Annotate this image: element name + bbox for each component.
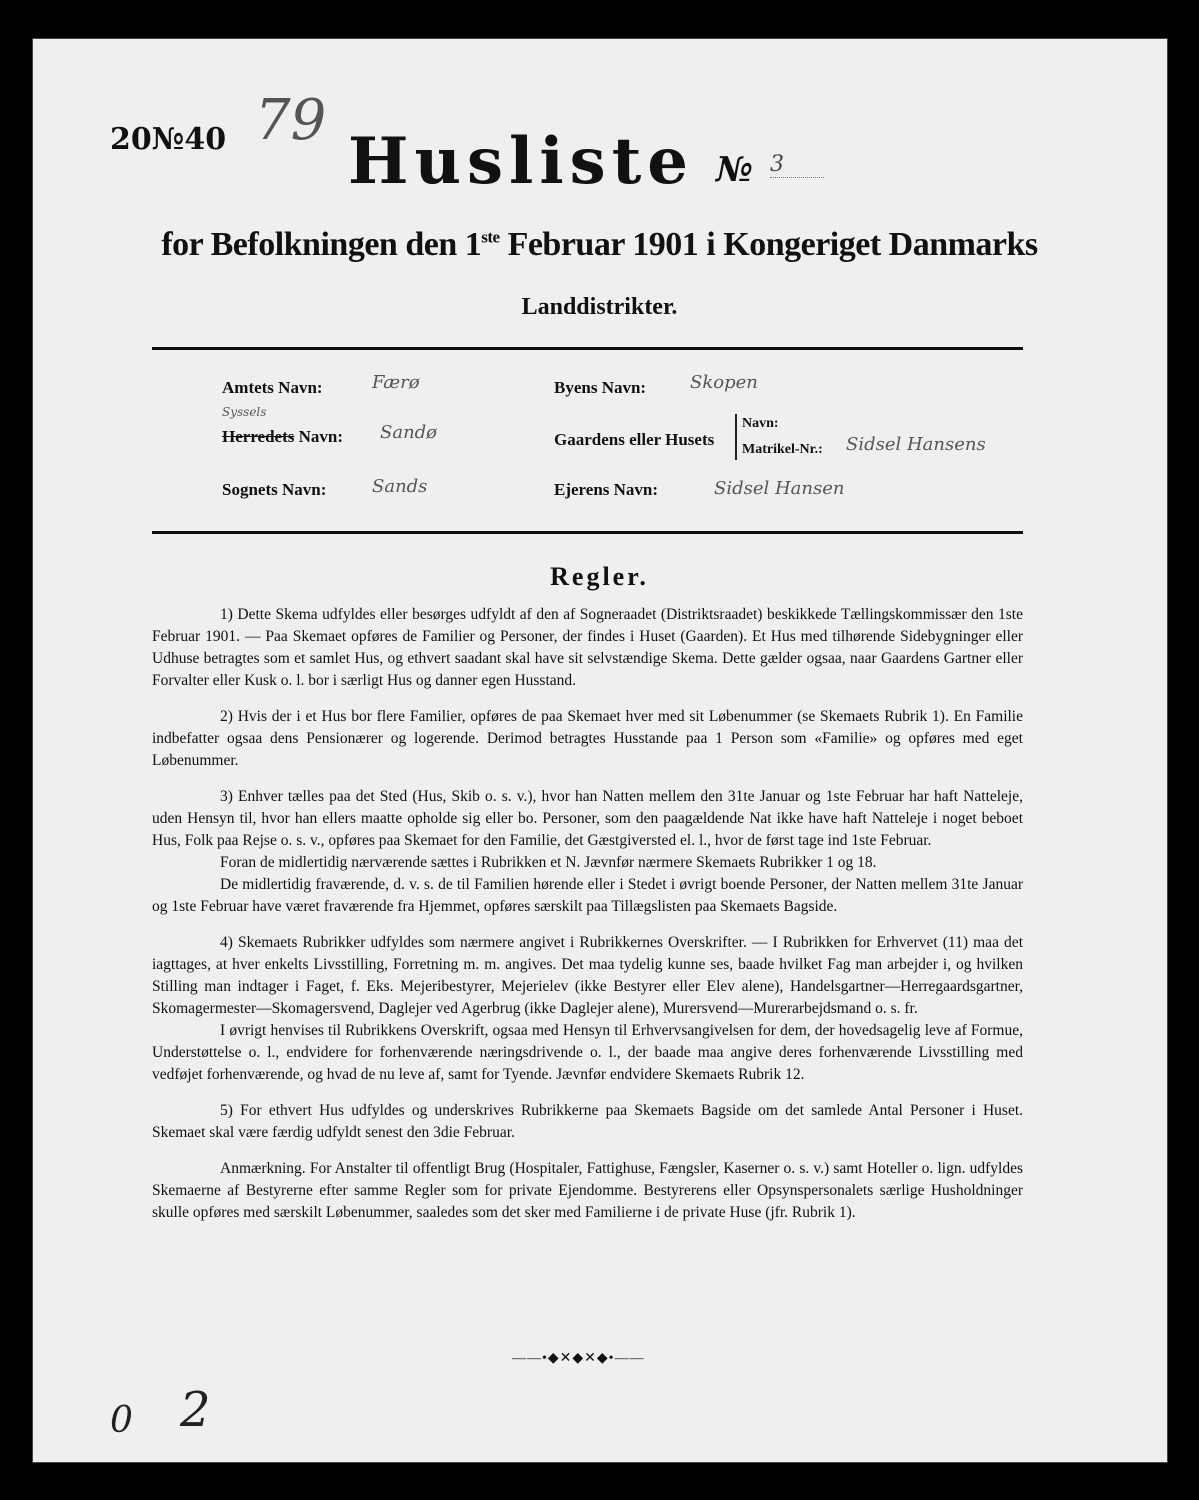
matrikel-value: Sidsel Hansens: [846, 434, 986, 455]
footer-mark-right: 2: [180, 1382, 211, 1438]
ejer-value: Sidsel Hansen: [714, 478, 845, 499]
ejer-label: Ejerens Navn:: [554, 480, 659, 499]
navn-label: Navn:: [742, 416, 779, 431]
rules-body: [152, 604, 1023, 1238]
divider-bottom: [152, 531, 1023, 534]
sogn-value: Sands: [372, 476, 428, 497]
footer-mark-left: 0: [110, 1400, 133, 1441]
rule-3: 3) Enhver tælles paa det Sted (Hus, Skib o. s. v.), hvor han Natten mellem den 31te Januar og 1ste Februar har haft Natteleje, uden Hensyn til, hvor han ellers maatte opholde sig eller bo. Personer, som den paagældende Nat ikke have haft Natteleje i noget beboet Hus, Folk paa Rejse o. s. v., opføres paa Skemaet for den Familie, det Gæstgiversted el. l., hvor de først tage ind 1ste Februar.: [152, 788, 1023, 849]
herred-note: Syssels: [222, 405, 267, 419]
amt-value: Færø: [372, 372, 420, 393]
number-label: №: [716, 150, 753, 190]
rule-1: 1) Dette Skema udfyldes eller besørges udfyldt af den af Sogneraadet (Distriktsraadet) beskikkede Tællingskommissær den 1ste Februar 1901. — Paa Skemaet opføres de Familier og Personer, der findes i Huset (Gaarden). Et Hus med tilhørende Sidebygninger eller Udhuse betragtes som et samlet Hus, og ethvert saadant skal have sit selvstændige Skema. Dette gælder ogsaa, naar Gaardens Gartner eller Forvalter eller Kusk o. l. bor i særligt Hus og danner egen Husstand.: [152, 606, 1023, 689]
sogn-label: Sognets Navn:: [222, 480, 327, 499]
rule-3-note-a: Foran de midlertidig nærværende sættes i Rubrikken et N. Jævnfør nærmere Skemaets Rubrikker 1 og 18.: [220, 854, 877, 871]
subtitle-sup: ste: [481, 227, 500, 247]
subtitle-districts: Landdistrikter.: [521, 294, 678, 320]
herred-value: Sandø: [380, 422, 438, 443]
number-value: 3: [770, 152, 824, 178]
rule-4-note: I øvrigt henvises til Rubrikkens Overskrift, ogsaa med Hensyn til Erhvervsangivelsen for dem, der hovedsagelig leve af Formue, Understøttelse o. l., endvidere for forhenværende næringsdrivende o. l., der baade maa angive deres forhenværende Livsstilling med vedføjet forhenværende, og hvad de nu leve af, samt for Tyende. Jævnfør endvidere Skemaets Rubrik 12.: [152, 1022, 1023, 1083]
gaard-label: Gaardens eller Husets: [554, 430, 715, 449]
annotation-note: Anmærkning. For Anstalter til offentligt Brug (Hospitaler, Fattighuse, Fængsler, Kaserner o. s. v.) samt Hoteller o. lign. udfyldes Skemaerne af Bestyrerne efter samme Regler som for private Ejendomme. Bestyrerens eller Opsynspersonalets særlige Husholdninger skulle opføres med særskilt Løbenummer, saaledes som det sker med Familierne i de private Huse (jfr. Rubrik 1).: [152, 1160, 1023, 1221]
herred-label: [222, 427, 343, 447]
herred-label-rest: Navn:: [294, 427, 344, 446]
field-brace: [735, 414, 737, 460]
rule-5: 5) For ethvert Hus udfyldes og underskrives Rubrikkerne paa Skemaets Bagside om det samlede Antal Personer i Huset. Skemaet skal være færdig udfyldt senest den 3die Februar.: [152, 1102, 1023, 1141]
page-title: Husliste: [348, 124, 694, 199]
by-value: Skopen: [690, 372, 758, 393]
subtitle-pre: for Befolkningen den 1: [161, 226, 482, 263]
divider-top: [152, 347, 1023, 350]
amt-label: Amtets Navn:: [222, 378, 323, 397]
handwritten-number: 79: [255, 88, 327, 153]
subtitle-post: Februar 1901 i Kongeriget Danmarks: [499, 226, 1038, 263]
by-label: Byens Navn:: [554, 378, 647, 397]
rule-3-note-b: De midlertidig fraværende, d. v. s. de til Familien hørende eller i Stedet i øvrigt boende Personer, der Natten mellem 31te Januar og 1ste Februar have været fraværende fra Hjemmet, opføres særskilt paa Tillægslisten paa Skemaets Bagside.: [152, 876, 1023, 915]
archive-stamp: 20№40: [110, 122, 227, 157]
ornament-divider: ——•◆✕◆✕◆•——: [512, 1351, 645, 1366]
matrikel-label: Matrikel-Nr.:: [742, 442, 823, 457]
rule-4: 4) Skemaets Rubrikker udfyldes som nærmere angivet i Rubrikkernes Overskrifter. — I Rubrikken for Erhvervet (11) maa det iagttages, at hver enkelts Livsstilling, Forretning m. m. angives. Det maa tydelig kunne ses, baade hvilket Fag man arbejder i, og hvilken Stilling man indtager i Faget, f. Eks. Mejeribestyrer, Mejerielev (ikke Bestyrer eller Elev alene), Handelsgartner—Herregaardsgartner, Skomagermester—Skomagersvend, Daglejer ved Agerbrug (ikke Daglejer alene), Murersvend—Murerarbejdsmand o. s. fr.: [152, 934, 1023, 1017]
rules-heading: Regler.: [550, 562, 649, 591]
rule-2: 2) Hvis der i et Hus bor flere Familier, opføres de paa Skemaet hver med sit Løbenummer (se Skemaets Rubrik 1). En Familie indbefatter ogsaa dens Pensionærer og logerende. Derimod betragtes Husstande paa 1 Person som «Familie» og opføres med eget Løbenummer.: [152, 708, 1023, 769]
subtitle: [0, 226, 1199, 264]
herred-label-struck: Herredets: [222, 427, 295, 446]
